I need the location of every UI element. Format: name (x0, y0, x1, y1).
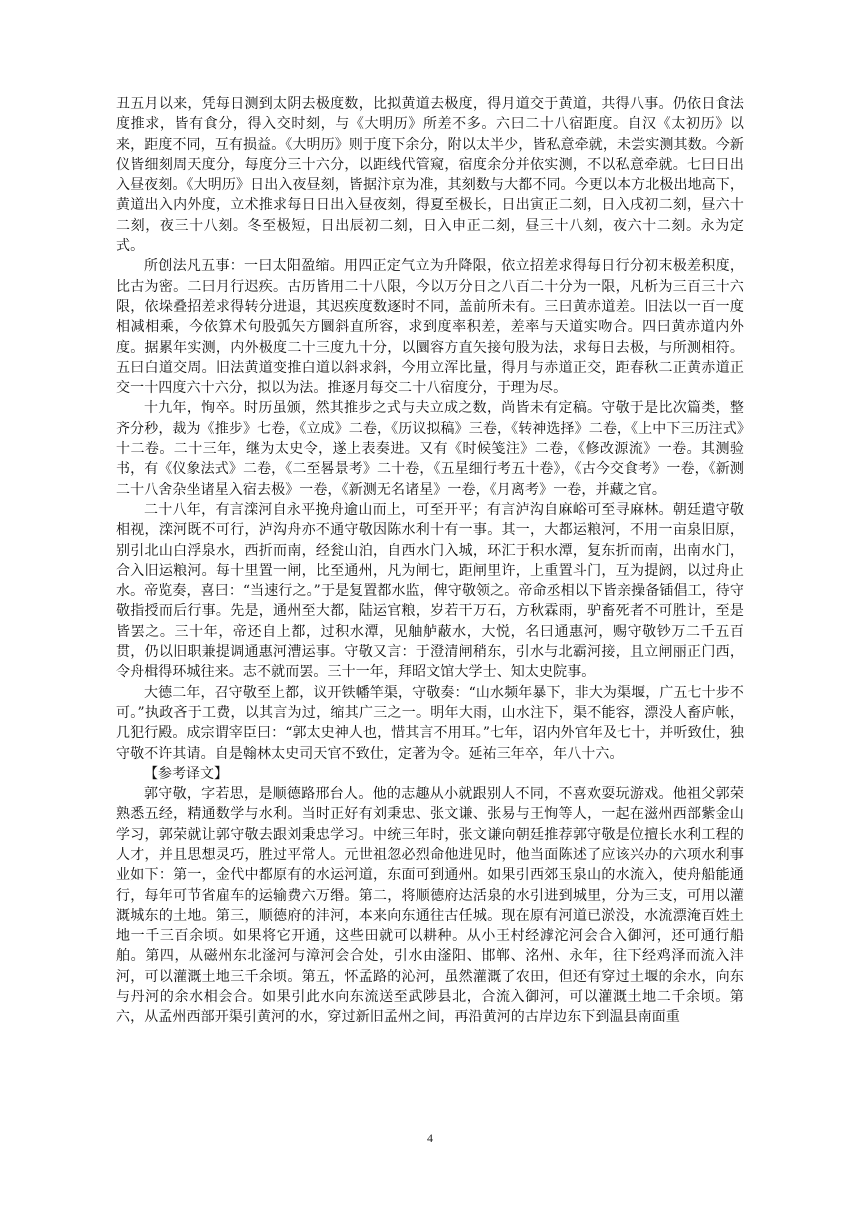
paragraph-five-methods: 所创法凡五事：一曰太阳盈缩。用四正定气立为升降限，依立招差求得每日行分初末极差积度，比古为密。二曰月行迟疾。古历皆用二十八限，今以万分日之八百二十分为一限，凡析为三百三十六限，依垛叠招差求得转分进退，其迟疾度数逐时不同，盖前所未有。三曰黄赤道差。旧法以一百一度相减相乘，今依算术句股弧矢方圜斜直所容，求到度率积差，差率与天道实吻合。四曰黄赤道内外度。据累年实测，内外极度二十三度九十分，以圜容方直矢接句股为法，求每日去极，与所测相符。五曰白道交周。旧法黄道变推白道以斜求斜，今用立浑比量，得月与赤道正交，距春秋二正黄赤道正交一十四度六十六分，拟以为法。推逐月每交二十八宿度分，于理为尽。 (116, 258, 744, 397)
paragraph-year-28: 二十八年，有言滦河自永平挽舟逾山而上，可至开平；有言泸沟自麻峪可至寻麻林。朝廷遣守敬相视，滦河既不可行，泸沟舟亦不通守敬因陈水利十有一事。其一，大都运粮河，不用一亩泉旧原，别引北山白浮泉水，西折而南，经瓮山泊，自西水门入城，环汇于积水潭，复东折而南，出南水门，合入旧运粮河。每十里置一闸，比至通州，凡为闸七，距闸里许，上重置斗门，互为提阏，以过舟止水。帝览奏，喜曰：“当速行之。”于是复置都水监，俾守敬领之。帝命丞相以下皆亲操备锸倡工，待守敬指授而后行事。先是，通州至大都，陆运官粮，岁若干万石，方秋霖雨，驴畜死者不可胜计，至是皆罢之。三十年，帝还自上都，过积水潭，见舳舻蔽水，大悦，名曰通惠河，赐守敬钞万二千五百贯，仍以旧职兼提调通惠河漕运事。守敬又言：于澄清闸稍东，引水与北霸河接，且立闸丽正门西，令舟楫得环城往来。志不就而罢。三十一年，拜昭文馆大学士、知太史院事。 (116, 501, 744, 681)
document-page (116, 94, 744, 1028)
paragraph-dade: 大德二年，召守敬至上都，议开铁幡竿渠，守敬奏：“山水频年暴下，非大为渠堰，广五七十步不可。”执政吝于工费，以其言为过，缩其广三之一。明年大雨，山水注下，渠不能容，漂没人畜庐帐，几犯行殿。成宗谓宰臣曰：“郭太史神人也，惜其言不用耳。”七年，诏内外官年及七十，并听致仕，独守敬不许其请。自是翰林太史司天官不致仕，定著为令。延祐三年卒，年八十六。 (116, 684, 744, 762)
translation-paragraph: 郭守敬，字若思，是顺德路邢台人。他的志趣从小就跟别人不同，不喜欢耍玩游戏。他祖父郭荣熟悉五经，精通数学与水利。当时正好有刘秉忠、张文谦、张易与王恂等人，一起在滋州西部紫金山学习，郭荣就让郭守敬去跟刘秉忠学习。中统三年时，张文谦向朝廷推荐郭守敬是位擅长水利工程的人才，并且思想灵巧，胜过平常人。元世祖忽必烈命他进见时，他当面陈述了应该兴办的六项水利事业如下：第一，金代中都原有的水运河道，东面可到通州。如果引西郊玉泉山的水流入，使舟船能通行，每年可节省雇车的运输费六万缗。第二，将顺德府达活泉的水引进到城里，分为三支，可用以灌溉城东的土地。第三，顺德府的沣河，本来向东通往古任城。现在原有河道已淤没，水流漂淹百姓土地一千三百余顷。如果将它开通，这些田就可以耕种。从小王村经滹沱河会合入御河，还可通行船舶。第四，从磁州东北滏河与漳河会合处，引水由滏阳、邯郸、洺州、永年，往下经鸡泽而流入沣河，可以灌溉土地三千余顷。第五，怀孟路的沁河，虽然灌溉了农田，但还有穿过土堰的余水，向东与丹河的余水相会合。如果引此水向东流送至武陟县北，合流入御河，可以灌溉土地二千余顷。第六，从孟州西部开渠引黄河的水，穿过新旧孟州之间，再沿黄河的古岸边东下到温县南面重 (116, 786, 744, 1026)
page-number: 4 (427, 1131, 433, 1145)
paragraph-continued: 丑五月以来，凭每日测到太阴去极度数，比拟黄道去极度，得月道交于黄道，共得八事。仍依日食法度推求，皆有食分，得入交时刻，与《大明历》所差不多。六曰二十八宿距度。自汉《太初历》以来，距度不同，互有损益。《大明历》则于度下余分，附以太半少，皆私意牵就，未尝实测其数。今新仪皆细刻周天度分，每度分三十六分，以距线代管窥，宿度余分并依实测，不以私意牵就。七曰日出入昼夜刻。《大明历》日出入夜昼刻，皆据汴京为准，其刻数与大都不同。今更以本方北极出地高下，黄道出入内外度，立术推求每日日出入昼夜刻，得夏至极长，日出寅正二刻，日入戌初二刻，昼六十二刻，夜三十八刻。冬至极短，日出辰初二刻，日入申正二刻，昼三十八刻，夜六十二刻。永为定式。 (116, 96, 744, 255)
section-heading-reference-translation: 【参考译文】 (144, 765, 228, 782)
paragraph-year-19: 十九年，恂卒。时历虽颁，然其推步之式与夫立成之数，尚皆未有定稿。守敬于是比次篇类，整齐分秒，裁为《推步》七卷，《立成》二卷，《历议拟稿》三卷，《转神选择》二卷，《上中下三历注式》十二卷。二十三年，继为太史令，遂上表奏进。又有《时候笺注》二卷，《修改源流》一卷。其测验书，有《仪象法式》二卷，《二至晷景考》二十卷，《五星细行考五十卷》，《古今交食考》一卷，《新测二十八舍杂坐诸星入宿去极》一卷，《新测无名诸星》一卷，《月离考》一卷，并藏之官。 (116, 400, 744, 498)
